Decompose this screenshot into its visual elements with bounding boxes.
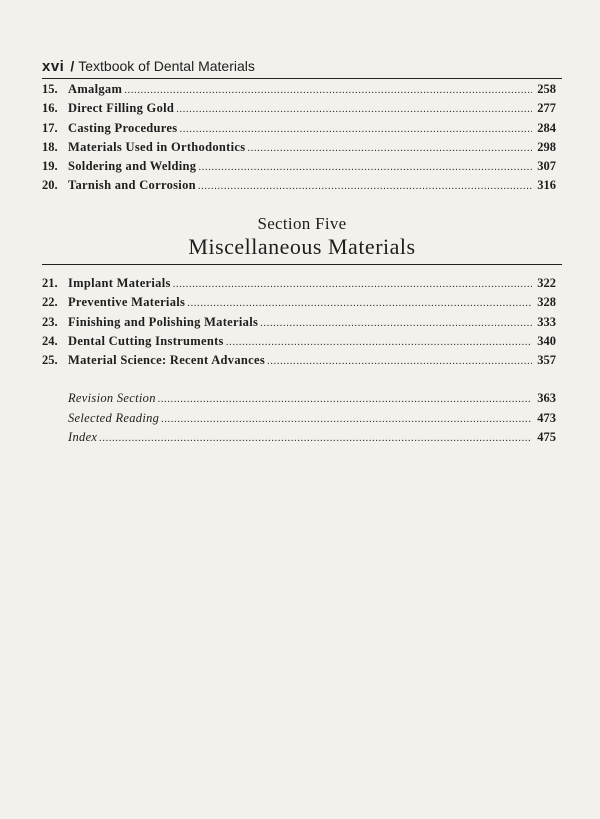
back-matter-entry[interactable]: [68, 411, 556, 431]
chapter-page: 277: [537, 101, 556, 116]
header-separator: /: [70, 58, 75, 74]
toc-entry[interactable]: [42, 140, 556, 159]
toc-entry[interactable]: [42, 121, 556, 140]
toc-list-section-four: [42, 82, 556, 198]
back-matter-list: [68, 391, 556, 450]
running-header: [42, 56, 562, 79]
chapter-title: Direct Filling Gold: [68, 101, 175, 116]
back-matter-page: 363: [537, 391, 556, 405]
chapter-page: 340: [537, 333, 556, 348]
chapter-number: 22.: [42, 295, 58, 310]
chapter-title: Amalgam: [68, 82, 123, 96]
chapter-title: Finishing and Polishing Materials: [68, 314, 259, 329]
dot-leader: [179, 123, 532, 135]
toc-entry[interactable]: [42, 334, 556, 353]
dot-leader: [267, 355, 532, 367]
chapter-page: 258: [537, 82, 556, 96]
chapter-page: 333: [537, 314, 556, 329]
dot-leader: [161, 413, 532, 425]
chapter-number: 24.: [42, 333, 58, 348]
toc-entry[interactable]: [42, 295, 556, 314]
back-matter-title: Selected Reading: [68, 410, 160, 425]
dot-leader: [99, 432, 532, 444]
chapter-number: 15.: [42, 82, 58, 96]
toc-list-section-five: [42, 276, 556, 372]
page-number: xvi: [42, 58, 65, 75]
back-matter-title: Revision Section: [68, 391, 156, 405]
chapter-page: 298: [537, 139, 556, 154]
chapter-number: 16.: [42, 101, 58, 116]
chapter-title: Dental Cutting Instruments: [68, 333, 224, 348]
back-matter-page: 475: [537, 430, 556, 445]
dot-leader: [176, 103, 532, 115]
toc-entry[interactable]: [42, 101, 556, 120]
dot-leader: [187, 297, 532, 309]
chapter-number: 20.: [42, 178, 58, 193]
toc-entry[interactable]: [42, 178, 556, 197]
chapter-page: 307: [537, 159, 556, 174]
dot-leader: [158, 393, 532, 405]
chapter-title: Preventive Materials: [68, 295, 186, 310]
chapter-number: 23.: [42, 314, 58, 329]
chapter-page: 357: [537, 353, 556, 368]
chapter-number: 17.: [42, 120, 58, 135]
dot-leader: [226, 336, 532, 348]
section-title: Miscellaneous Materials: [188, 234, 416, 259]
dot-leader: [173, 278, 532, 290]
back-matter-entry[interactable]: [68, 391, 556, 411]
dot-leader: [124, 84, 532, 96]
chapter-title: Materials Used in Orthodontics: [68, 139, 246, 154]
chapter-title: Tarnish and Corrosion: [68, 178, 196, 193]
toc-entry[interactable]: [42, 159, 556, 178]
chapter-number: 21.: [42, 276, 58, 290]
section-heading: [42, 214, 562, 265]
dot-leader: [198, 180, 532, 192]
chapter-title: Casting Procedures: [68, 120, 178, 135]
toc-entry[interactable]: [42, 276, 556, 295]
chapter-number: 19.: [42, 159, 58, 174]
chapter-page: 316: [537, 178, 556, 193]
back-matter-entry[interactable]: [68, 430, 556, 450]
back-matter-title: Index: [68, 430, 98, 445]
chapter-title: Material Science: Recent Advances: [68, 353, 265, 368]
chapter-number: 25.: [42, 353, 58, 368]
toc-entry[interactable]: [42, 315, 556, 334]
chapter-page: 322: [537, 276, 556, 290]
back-matter-page: 473: [537, 410, 556, 425]
chapter-title: Implant Materials: [68, 276, 171, 290]
dot-leader: [247, 142, 532, 154]
book-title: Textbook of Dental Materials: [78, 58, 255, 74]
dot-leader: [198, 161, 532, 173]
toc-entry[interactable]: [42, 353, 556, 372]
toc-entry[interactable]: [42, 82, 556, 101]
section-label: Section Five: [257, 214, 347, 233]
chapter-number: 18.: [42, 139, 58, 154]
chapter-page: 284: [537, 120, 556, 135]
chapter-page: 328: [537, 295, 556, 310]
chapter-title: Soldering and Welding: [68, 159, 197, 174]
dot-leader: [260, 317, 532, 329]
